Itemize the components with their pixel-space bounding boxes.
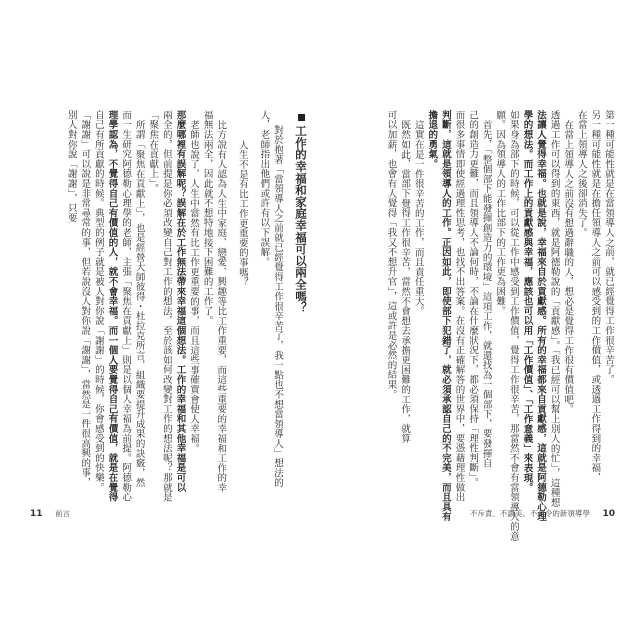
text-line: 法讓人覺得幸福。也就是說，幸福來自於貢獻感。所有的幸福都來自貢獻感，這就是阿德勒心理 <box>535 110 547 522</box>
text-line: 透過工作可以得到的東西，就是阿德勒說的「貢獻感」。「我已經可以幫上別人的忙」，這種想 <box>548 110 560 508</box>
text-line: 「謝謝」可以說是非常尋常的事，但若說沒人對你說「謝謝」，當然是一件很高興的事， <box>79 110 91 488</box>
spacer <box>249 110 257 495</box>
text-line: 比方說有人認為人生中家庭、戀愛、興趣等比工作重要，而這些重要的幸福和工作的幸 <box>215 120 227 493</box>
spacer <box>227 110 235 495</box>
text-line: 學的想法。而工作上的貢獻感與幸福，應該也可以用「工作價值」、「工作意義」來表現。 <box>521 110 533 493</box>
text-line: 而很多事情即使經過理性思考，也找不出答案。在沒有正確解答的世界中，要憑藉理性做出 <box>453 110 465 502</box>
text-line: 可以加薪，也會有人覺得「我又不想升官」，這或許是必然的結果。 <box>385 110 397 400</box>
text-line: 自己有所貢獻的時候。典型的例子就是被人對你說「謝謝」的時候，你會感受到的快樂。 <box>92 110 104 493</box>
sub-heading: 人生不是有比工作更重要的事嗎？ <box>236 140 248 287</box>
text-line: 所謂「聚焦在貢獻上」，也是經營大師彼得・杜拉克所言，組織要提升成果的訣竅，然 <box>133 120 145 488</box>
text-line: 另一種可能性就是在擔任領導人之前可以感受到的工作價值，或透過工作得到的幸福， <box>589 110 601 483</box>
text-line: 判斷，這就是領導人的工作。正因如此，即使部下犯錯了，就必須承認自己的不完美，而且具有 <box>439 110 451 522</box>
text-line: 擔退的勇氣。 <box>426 110 438 169</box>
text-line: 首先，「整個部下能發揮創造力的環境」這項工作，就還找為一個部下，要發揮自 <box>480 120 492 469</box>
text-line: 在當上領導人之前沒有想過辭職的人，想必是覺得工作很有價值吧。 <box>562 120 574 414</box>
text-line: 那麼哪裡有誤解呢？誤解在於工作無法帶來幸福這個想法。工作的幸福和其他幸福是可以 <box>174 110 186 493</box>
left-page <box>30 110 310 540</box>
left-page-number: 11 <box>30 509 43 519</box>
book-spread <box>30 110 615 540</box>
text-line: 別人對你說「謝謝」，只要 <box>65 110 77 223</box>
question-line: 人，老師指出他們或許有以下誤解。 <box>258 110 270 267</box>
text-line: 在當上領導人之後卻消失了。 <box>575 110 587 238</box>
left-running-title: 前言 <box>55 509 71 518</box>
text-line: 己的創造力更難，而且領導人不論何時，不論在什麼狀況下，都必須保持「理性判斷」。 <box>467 110 479 488</box>
text-line: 願。因為領導人的工作比部下的工作更為困難。 <box>494 110 506 316</box>
right-page-number: 10 <box>602 509 615 519</box>
text-line: 兩全的，但前提是你必須改變自己對工作的想法，至於該如何改變對工作的想法呢？那就是 <box>160 110 172 502</box>
text-line: 而一生研究阿德勒心理學的老師，主張「聚焦在貢獻上」則是以個人幸福為前提。阿德勒心 <box>120 110 132 502</box>
text-line: 第一種可能性就是在當領導人之前，就已經覺得工作很辛苦了。 <box>603 110 614 385</box>
left-page-footer <box>30 508 80 519</box>
text-line: 這實在是一件很辛苦的工作，而且責任重大。 <box>412 120 424 316</box>
text-line: 如果身為部下的時候，可以從工作中感受到工作價值，覺得工作很辛苦，那當然不會有當領導人的意 <box>507 110 519 542</box>
spacer <box>284 110 292 495</box>
text-line: 老師也說了，人生中當然有比工作更重要的事，而且這些事確實會使人幸福。 <box>188 120 200 454</box>
right-page <box>350 110 615 540</box>
left-page-body-text <box>30 110 310 502</box>
question-line: 對於抱著「當領導人之前就已經覺得工作很辛苦了，我一點也不想當領導人」想法的 <box>272 125 283 488</box>
right-running-title: 不斥責、不讚美、不命令的新領導學 <box>469 509 590 518</box>
text-line: 理學認為，不覺得自己有價值的人，就不會幸福。而一個人要覺得自己有價值，就是在覺得 <box>106 110 118 502</box>
text-line: 既然如此，當部下覺得工作很辛苦，當然不會想去承擔更困難的工作，就算 <box>399 120 411 444</box>
text-line: 「聚焦在貢獻上」。 <box>147 110 159 194</box>
right-page-footer <box>460 508 615 519</box>
section-heading: 工作的幸福和家庭幸福可以兩全嗎？ <box>292 110 310 495</box>
text-line: 福無法兩全，因此就不想特地接下困難的工作了。 <box>201 110 213 326</box>
